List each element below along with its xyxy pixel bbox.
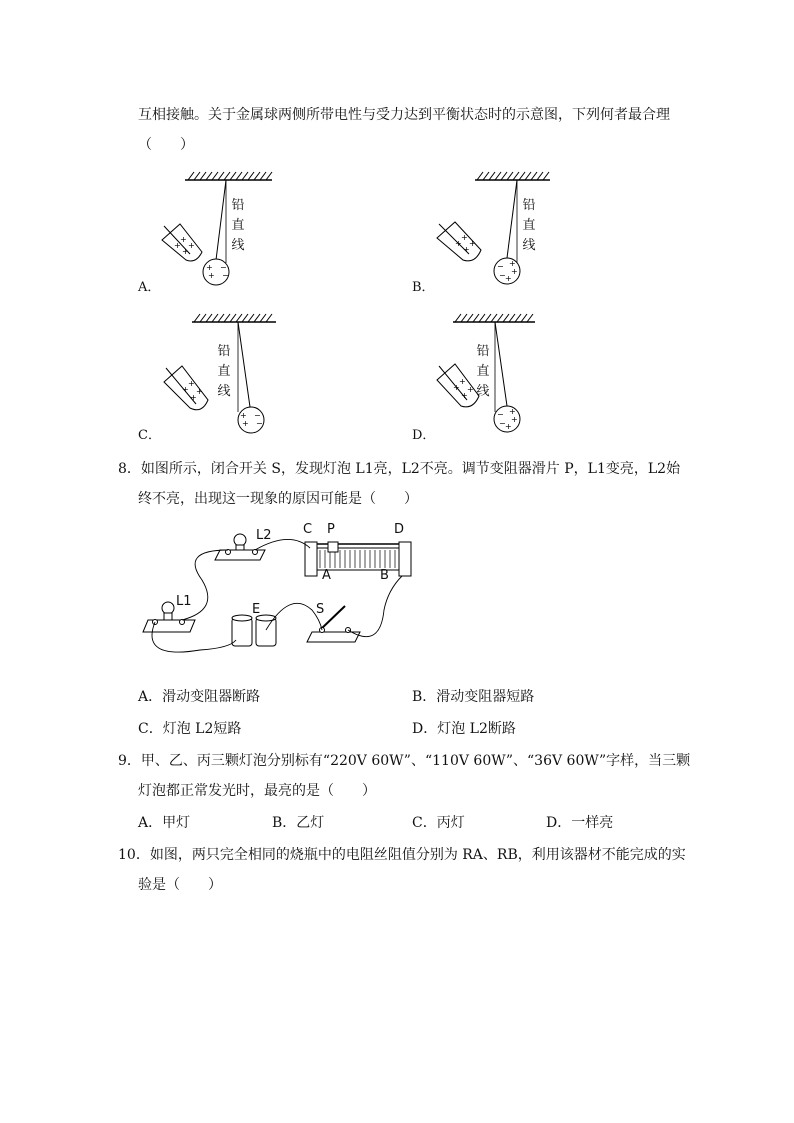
- svg-text:+: +: [196, 387, 203, 396]
- svg-text:+: +: [505, 422, 512, 431]
- svg-text:−: −: [499, 271, 506, 280]
- plumb-text-d-1: 铅: [476, 344, 490, 359]
- svg-text:+: +: [469, 239, 476, 248]
- svg-text:+: +: [511, 415, 518, 424]
- svg-text:+: +: [459, 377, 466, 386]
- svg-text:+: +: [509, 407, 516, 416]
- circuit-label-p: P: [327, 522, 335, 537]
- svg-text:−: −: [499, 419, 506, 428]
- q9-option-a[interactable]: A．甲灯: [138, 815, 191, 831]
- q7-stem-line1: 互相接触。关于金属球两侧所带电性与受力达到平衡状态时的示意图，下列何者最合理: [138, 107, 670, 123]
- svg-text:+: +: [190, 393, 197, 402]
- svg-text:+: +: [240, 411, 247, 420]
- plumb-text-b-2: 直: [522, 218, 536, 233]
- q8-stem-line1: 8．如图所示，闭合开关 S，发现灯泡 L1亮，L2不亮。调节变阻器滑片 P，L1变亮，L2始: [118, 461, 681, 477]
- circuit-label-c: C: [303, 522, 313, 537]
- svg-text:+: +: [461, 391, 468, 400]
- svg-text:+: +: [505, 274, 512, 283]
- q9-stem-line1: 9．甲、乙、丙三颗灯泡分别标有“220V 60W”、“110V 60W”、“36V 60W”字样，当三颗: [118, 753, 691, 769]
- svg-text:−: −: [497, 262, 504, 271]
- q8-option-a[interactable]: A．滑动变阻器断路: [138, 689, 261, 705]
- q7-option-b-label: B．: [412, 280, 435, 295]
- svg-text:+: +: [188, 379, 195, 388]
- plumb-text-a-1: 铅: [231, 198, 245, 213]
- plumb-text-b-3: 线: [522, 238, 536, 253]
- svg-text:+: +: [242, 419, 249, 428]
- svg-text:−: −: [220, 263, 227, 272]
- figure-d-drawing: [425, 312, 565, 442]
- q8-option-b[interactable]: B．滑动变阻器短路: [412, 689, 535, 705]
- svg-text:+: +: [182, 247, 189, 256]
- svg-text:+: +: [206, 263, 213, 272]
- plumb-text-a-2: 直: [231, 218, 245, 233]
- plumb-text-b-1: 铅: [522, 198, 536, 213]
- svg-text:+: +: [455, 239, 462, 248]
- svg-text:+: +: [509, 259, 516, 268]
- svg-text:+: +: [182, 385, 189, 394]
- svg-text:+: +: [188, 241, 195, 250]
- circuit-drawing: [140, 520, 420, 660]
- q7-option-d-label: D．: [412, 428, 436, 443]
- circuit-label-d: D: [394, 522, 405, 537]
- circuit-label-l1: L1: [176, 594, 192, 609]
- q9-stem-line2: 灯泡都正常发光时，最亮的是（ ）: [138, 783, 376, 799]
- svg-text:+: +: [467, 385, 474, 394]
- circuit-label-b: B: [380, 568, 389, 583]
- svg-text:−: −: [497, 410, 504, 419]
- svg-text:+: +: [453, 383, 460, 392]
- circuit-label-e: E: [252, 602, 261, 617]
- svg-text:+: +: [174, 241, 181, 250]
- circuit-label-a: A: [322, 568, 331, 583]
- q9-option-c[interactable]: C．丙灯: [412, 815, 465, 831]
- svg-text:+: +: [180, 235, 187, 244]
- q7-option-c-label: C．: [138, 428, 161, 443]
- q9-option-b[interactable]: B．乙灯: [272, 815, 325, 831]
- q10-stem-line2: 验是（ ）: [138, 877, 222, 893]
- svg-text:+: +: [511, 267, 518, 276]
- q8-stem-line2: 终不亮，出现这一现象的原因可能是（ ）: [138, 491, 418, 507]
- q7-stem-line2: （ ）: [138, 137, 194, 153]
- plumb-text-c-2: 直: [217, 364, 231, 379]
- svg-text:+: +: [463, 245, 470, 254]
- plumb-text-a-3: 线: [231, 238, 245, 253]
- svg-text:−: −: [256, 419, 263, 428]
- q7-option-a-label: A．: [138, 280, 161, 295]
- circuit-label-l2: L2: [256, 528, 272, 543]
- circuit-label-s: S: [316, 602, 325, 617]
- plumb-text-c-1: 铅: [217, 344, 231, 359]
- svg-text:−: −: [254, 411, 261, 420]
- q8-option-c[interactable]: C．灯泡 L2短路: [138, 721, 242, 737]
- svg-text:−: −: [222, 271, 229, 280]
- plumb-text-d-2: 直: [476, 364, 490, 379]
- q9-option-d[interactable]: D．一样亮: [546, 815, 614, 831]
- q8-option-d[interactable]: D．灯泡 L2断路: [412, 721, 516, 737]
- q7-figure-d: [425, 312, 565, 442]
- q8-circuit-figure: [140, 520, 420, 660]
- plumb-text-c-3: 线: [217, 384, 231, 399]
- q7-figure-a: [150, 168, 280, 293]
- plumb-text-d-3: 线: [476, 384, 490, 399]
- svg-text:+: +: [208, 271, 215, 280]
- q10-stem-line1: 10．如图，两只完全相同的烧瓶中的电阻丝阻值分别为 RA、RB，利用该器材不能完成的实: [118, 847, 686, 863]
- svg-text:+: +: [461, 233, 468, 242]
- figure-a-drawing: [150, 168, 280, 293]
